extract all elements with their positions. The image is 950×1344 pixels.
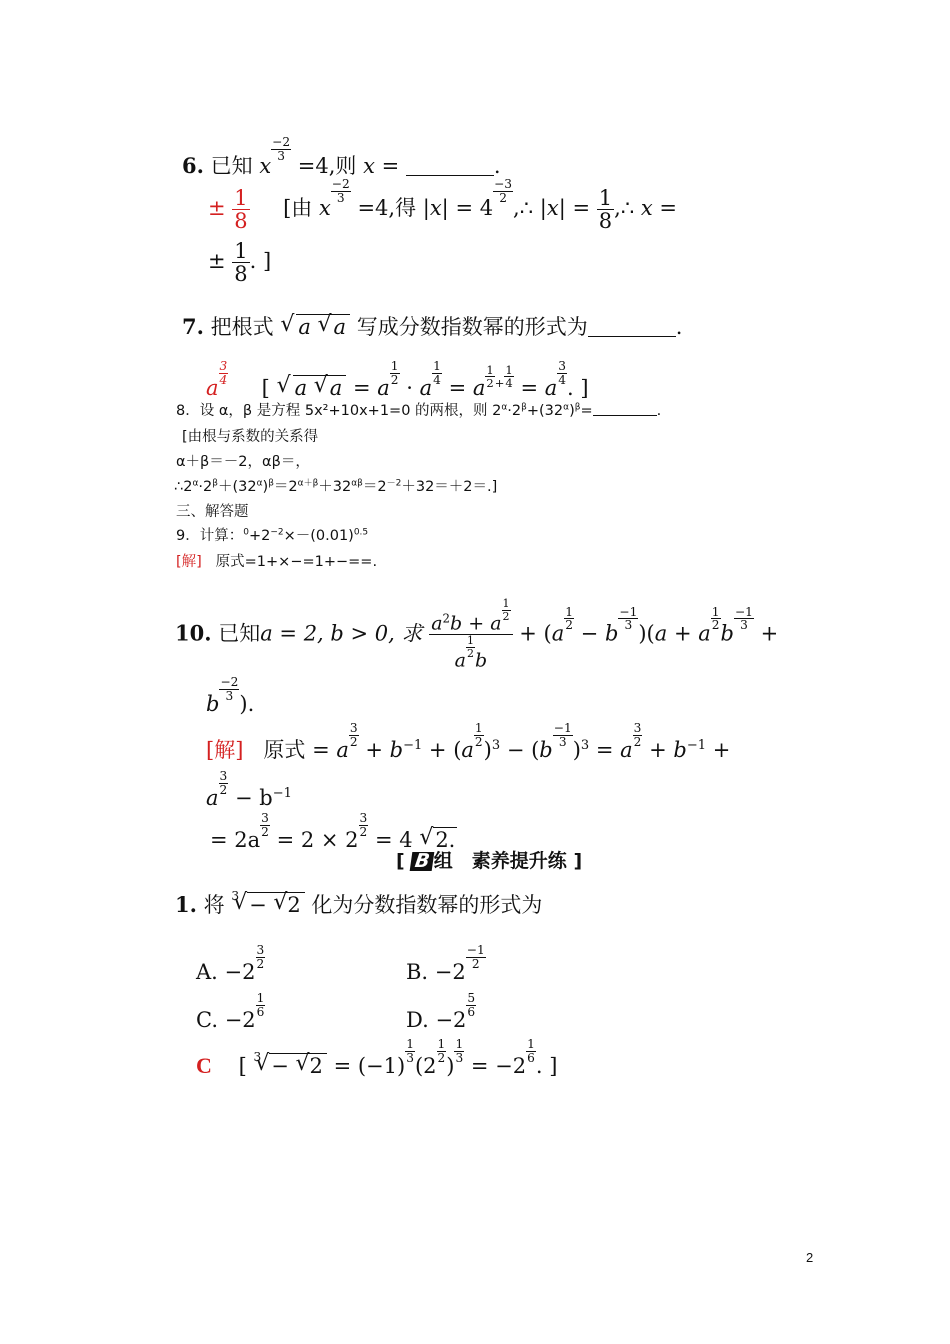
q7-solution: a $\frac{3}{4}$ [ √ a √ a = a $\frac{1}{2}$ · a $\frac{1}{4}$ = a $^{\frac{1}{2} + \frac{1}{4}}$ = a $\frac{3}{4}$ . ] — [206, 360, 589, 399]
b1-question: 1. 将 $^3$√ − √ 2 化为分数指数幂的形式为 — [175, 894, 542, 916]
b1-solution: C [ $^3$√ − √ 2 = (−1) $\frac{1}{3}$ (2 $\frac{1}{2}$ ) $\frac{1}{3}$ = −2 $\frac{1}{6}$ . ] — [196, 1038, 557, 1077]
q8-solution-line1: [由根与系数的关系得 — [182, 429, 319, 445]
q8-answer-blank — [593, 415, 657, 416]
q7-radical: √ a √ a — [280, 317, 350, 338]
q9-solution-tag: [解] — [176, 554, 202, 570]
q9-solution: [解] 原式=1+×−=1+−==. — [176, 554, 378, 570]
q10-solution-line3: = 2a $\frac{3}{2}$ = 2 × 2 $\frac{3}{2}$ = 4 √ 2. — [210, 812, 457, 851]
group-b-heading: [ B 组 素养提升练 ] — [396, 850, 583, 872]
q10-solution-line1: [解] 原式 = a $\frac{3}{2}$ + $b^{-1} + (a$ $\frac{1}{2}$ )$^3$ − (b $\frac{-1}{3}$ )$^3$ = a $\frac{3}{2}$ + $b^{-1}$ + — [206, 721, 731, 762]
section-heading-answers: 三、解答题 — [176, 504, 249, 520]
q6-answer: ± $\frac{1}{8}$ — [208, 186, 248, 234]
q7-answer: a $\frac{3}{4}$ — [206, 359, 228, 400]
q10-question-line2: b $\frac{-2}{3}$ ). — [206, 675, 255, 716]
q6-intro: 已知 — [210, 154, 253, 179]
q10-solution-tag: [解] — [206, 737, 244, 762]
q6-number: 6. — [182, 153, 204, 179]
q6-solution-line1: ± $\frac{1}{8}$ [由 x $\frac{-2}{3}$ =4,得 |x| = 4 $\frac{-3}{2}$ ,∴ |x| = $\frac{1}{8}$ ,∴ x = — [208, 177, 677, 234]
b1-option-a[interactable]: A. −2 $\frac{3}{2}$ — [196, 943, 265, 984]
b1-answer: C — [196, 1052, 212, 1078]
page-number: 2 — [806, 1250, 814, 1265]
q10-solution-line2: a $\frac{3}{2}$ − $b^{-1}$ — [206, 769, 292, 810]
b1-option-d[interactable]: D. −2 $\frac{5}{6}$ — [406, 991, 476, 1032]
q9-question: 9．计算：$^0+2^{-2}\times-(0.01)^{0.5}$ — [176, 527, 369, 544]
q6-question: 6. 已知 x $\frac{-2}{3}$ =4,则 x = . — [182, 135, 501, 179]
q6-answer-blank — [406, 175, 494, 176]
q6-equation: =4,则 — [297, 154, 357, 179]
q10-question: 10. 已知a = 2, b > 0, 求 $a^2b + a$ $\frac{1}{2}$ a $\frac{1}{2}$ b + (a $\frac{1}{2}$ − b $\frac{-1}{3}$ )(a + a $\frac{1}{2}$ b $\frac{-1}{3}$ + — [175, 597, 779, 672]
q6-solution-line2: ± $\frac{1}{8}$ . ] — [208, 239, 272, 287]
q8-solution-line3: $\therefore 2^\alpha\cdot 2^\beta+(32^\alpha)^\beta=2^{\alpha+\beta}+32^{\alpha\beta}=2^{-2}+32=+2=$.] — [174, 478, 498, 495]
b1-option-b[interactable]: B. −2 $\frac{-1}{2}$ — [406, 943, 485, 984]
q7-question: 7. 把根式 √ a √ a 写成分数指数幂的形式为 . — [182, 316, 682, 338]
b1-option-c[interactable]: C. −2 $\frac{1}{6}$ — [196, 991, 265, 1032]
q7-answer-blank — [588, 336, 676, 337]
q8-question: 8．设 α，β 是方程 5x²+10x+1=0 的两根，则 $2^\alpha\cdot 2^\beta+(32^\alpha)^\beta=$ . — [176, 402, 662, 419]
group-b-badge: B — [410, 852, 435, 871]
q8-solution-line2: α＋β＝－2，αβ＝， — [176, 454, 310, 470]
